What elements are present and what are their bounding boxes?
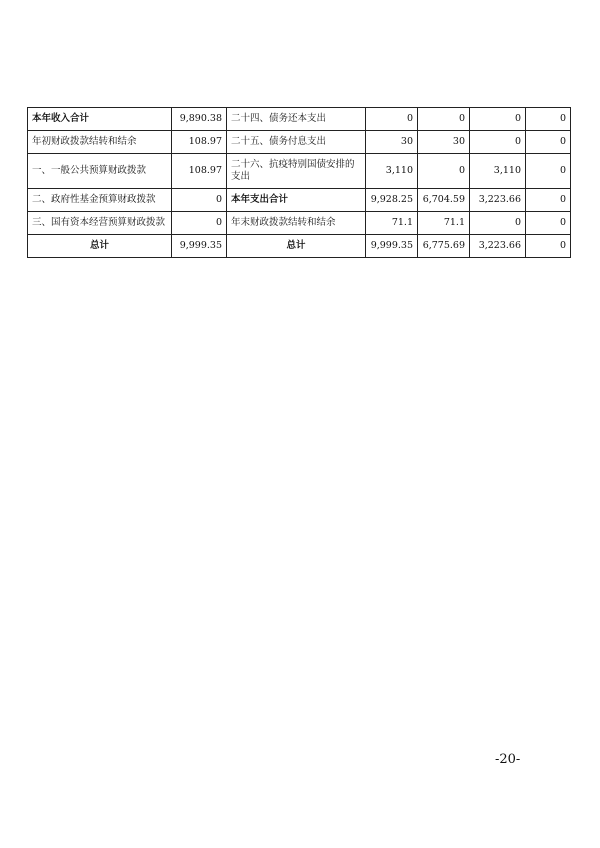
expense-total: 9,928.25 (366, 189, 418, 212)
expense-total: 9,999.35 (366, 235, 418, 258)
income-item: 本年收入合计 (28, 108, 172, 131)
expense-total: 0 (366, 108, 418, 131)
income-item: 三、国有资本经营预算财政拨款 (28, 212, 172, 235)
income-item: 二、政府性基金预算财政拨款 (28, 189, 172, 212)
expense-col-2: 71.1 (418, 212, 470, 235)
expense-col-3: 0 (470, 212, 526, 235)
expense-col-4: 0 (526, 189, 571, 212)
expense-item: 年末财政拨款结转和结余 (227, 212, 366, 235)
expense-item: 本年支出合计 (227, 189, 366, 212)
expense-item: 二十六、抗疫特别国债安排的支出 (227, 154, 366, 189)
income-total-label: 总计 (28, 235, 172, 258)
expense-col-4: 0 (526, 235, 571, 258)
income-amount: 0 (172, 212, 227, 235)
income-total-amount: 9,999.35 (172, 235, 227, 258)
table-row (28, 212, 571, 235)
expense-col-3: 3,110 (470, 154, 526, 189)
expense-col-2: 0 (418, 154, 470, 189)
expense-col-3: 3,223.66 (470, 189, 526, 212)
expense-col-2: 0 (418, 108, 470, 131)
expense-col-3: 0 (470, 131, 526, 154)
page-number: -20- (495, 752, 521, 767)
income-amount: 9,890.38 (172, 108, 227, 131)
expense-item: 二十五、债务付息支出 (227, 131, 366, 154)
expense-col-2: 6,775.69 (418, 235, 470, 258)
income-item: 一、一般公共预算财政拨款 (28, 154, 172, 189)
expense-col-3: 0 (470, 108, 526, 131)
expense-total: 30 (366, 131, 418, 154)
budget-summary-table (27, 107, 571, 258)
expense-col-4: 0 (526, 131, 571, 154)
expense-total: 3,110 (366, 154, 418, 189)
table-row (28, 154, 571, 189)
income-item: 年初财政拨款结转和结余 (28, 131, 172, 154)
table-row (28, 108, 571, 131)
expense-total: 71.1 (366, 212, 418, 235)
table-row (28, 235, 571, 258)
expense-col-3: 3,223.66 (470, 235, 526, 258)
table-row (28, 189, 571, 212)
expense-item: 二十四、债务还本支出 (227, 108, 366, 131)
expense-total-label: 总计 (227, 235, 366, 258)
expense-col-2: 30 (418, 131, 470, 154)
table-row (28, 131, 571, 154)
income-amount: 0 (172, 189, 227, 212)
income-amount: 108.97 (172, 154, 227, 189)
expense-col-4: 0 (526, 212, 571, 235)
expense-col-2: 6,704.59 (418, 189, 470, 212)
expense-col-4: 0 (526, 108, 571, 131)
expense-col-4: 0 (526, 154, 571, 189)
income-amount: 108.97 (172, 131, 227, 154)
